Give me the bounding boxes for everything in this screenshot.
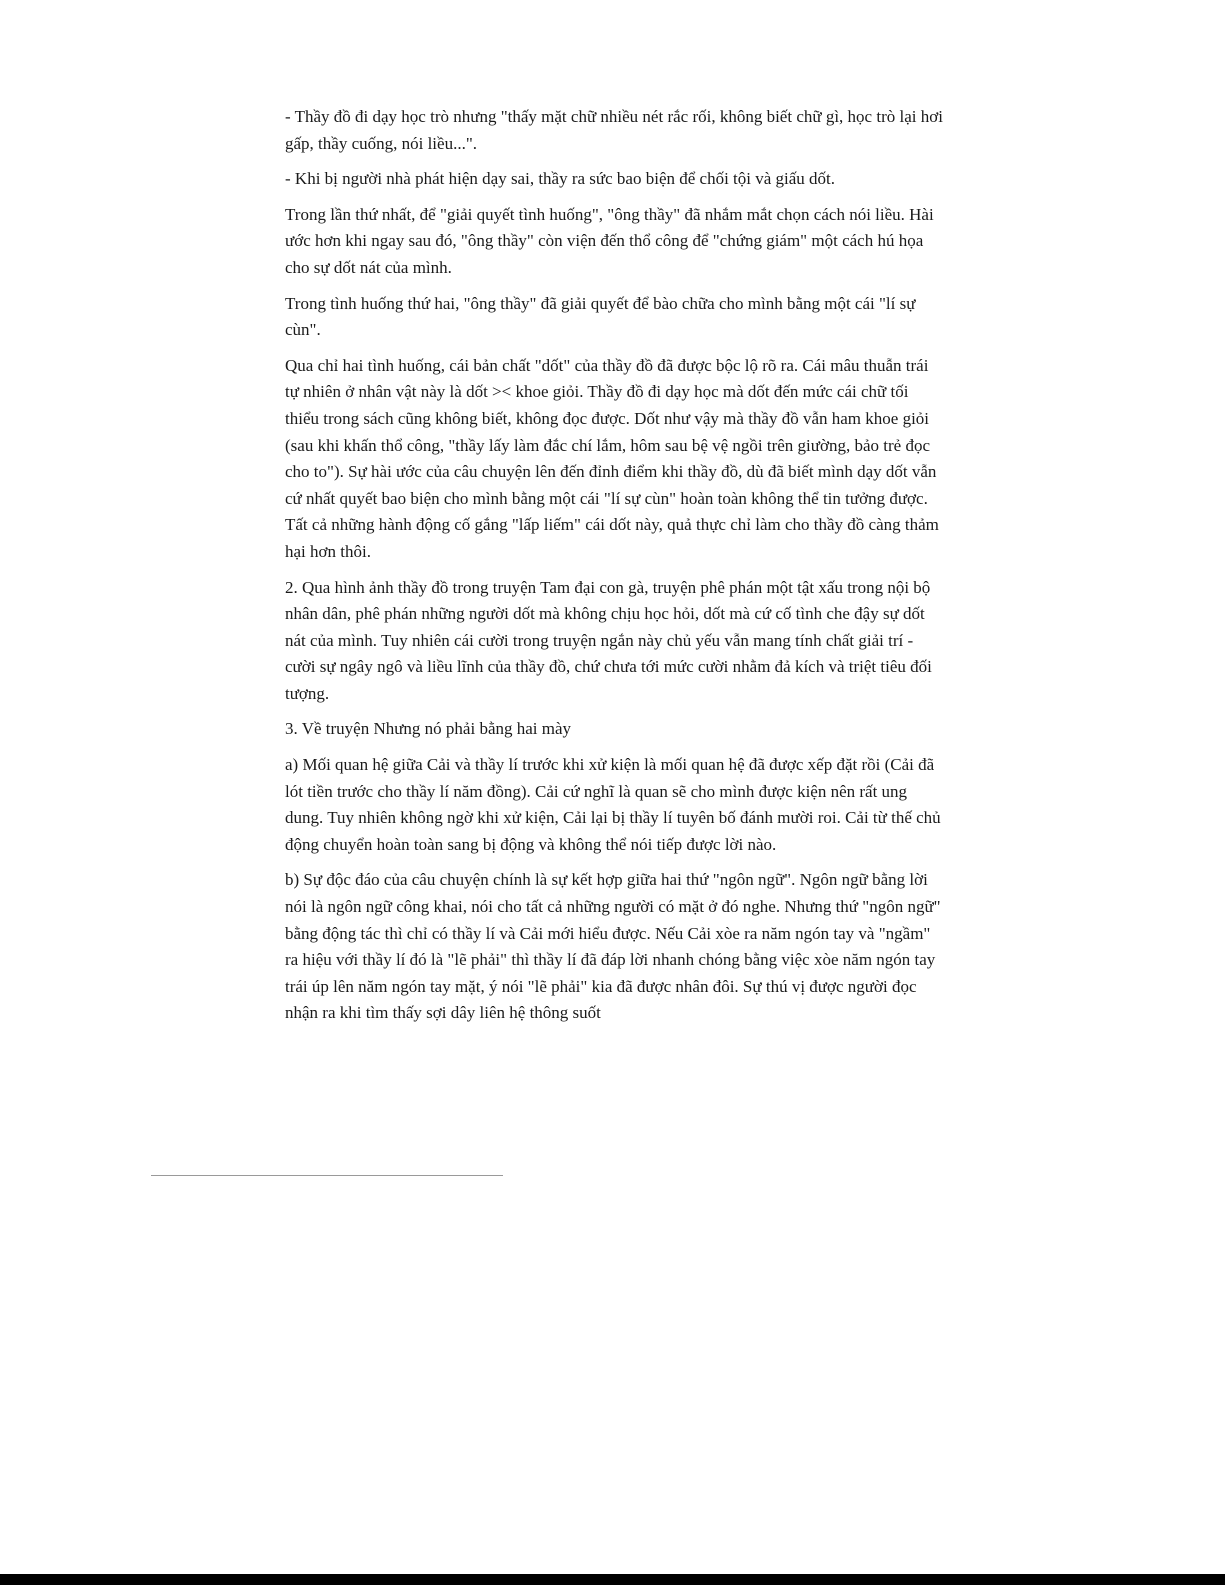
paragraph-nature-of-ignorance: Qua chỉ hai tình huống, cái bản chất "dốt" của thầy đồ đã được bộc lộ rõ ra. Cái mâu thuẫn trái tự nhiên ở nhân vật này là dốt >< khoe giỏi. Thầy đồ đi dạy học mà dốt đến mức cái chữ tối thiểu trong sách cũng không biết, không đọc được. Dốt như vậy mà thầy đồ vẫn ham khoe giỏi (sau khi khấn thổ công, "thầy lấy làm đắc chí lắm, hôm sau bệ vệ ngồi trên giường, bảo trẻ đọc cho to"). Sự hài ước của câu chuyện lên đến đỉnh điểm khi thầy đồ, dù đã biết mình dạy dốt vẫn cứ nhất quyết bao biện cho mình bằng một cái "lí sự cùn" hoàn toàn không thể tin tưởng được. Tất cả những hành động cố gắng "lấp liếm" cái dốt này, quả thực chỉ làm cho thầy đồ càng thảm hại hơn thôi.: [285, 355, 939, 561]
paragraph-teacher-situation: - Thầy đồ đi dạy học trò nhưng "thấy mặt chữ nhiều nét rắc rối, không biết chữ gì, học trò lại hơi gấp, thầy cuống, nói liều...".: [285, 107, 943, 153]
paragraph-caught-teaching-wrong: - Khi bị người nhà phát hiện dạy sai, thầy ra sức bao biện để chối tội và giấu dốt.: [285, 169, 836, 189]
paragraph-second-situation: Trong tình huống thứ hai, "ông thầy" đã giải quyết để bào chữa cho mình bằng một cái "lí sự cùn".: [285, 293, 916, 340]
paragraph-point-2: 2. Qua hình ảnh thầy đồ trong truyện Tam đại con gà, truyện phê phán một tật xấu trong nội bộ nhân dân, phê phán những người dốt mà không chịu học hỏi, dốt mà cứ cố tình che đậy sự dốt nát của mình. Tuy nhiên cái cười trong truyện ngắn này chủ yếu vẫn mang tính chất giải trí - cười sự ngây ngô và liều lĩnh của thầy đồ, chứ chưa tới mức cười nhằm đả kích và triệt tiêu đối tượng.: [285, 577, 932, 703]
document-body: [285, 104, 945, 1036]
paragraph-point-3-heading: 3. Về truyện Nhưng nó phải bằng hai mày: [285, 719, 572, 739]
footnote-divider: [151, 1175, 503, 1176]
paragraph-point-3b: b) Sự độc đáo của câu chuyện chính là sự kết hợp giữa hai thứ "ngôn ngữ". Ngôn ngữ bằng lời nói là ngôn ngữ công khai, nói cho tất cả những người có mặt ở đó nghe. Nhưng thứ "ngôn ngữ" bằng động tác thì chỉ có thầy lí và Cải mới hiểu được. Nếu Cải xòe ra năm ngón tay và "ngầm" ra hiệu với thầy lí đó là "lẽ phải" thì thầy lí đã đáp lời nhanh chóng bằng việc xòe năm ngón tay trái úp lên năm ngón tay mặt, ý nói "lẽ phải" kia đã được nhân đôi. Sự thú vị được người đọc nhận ra khi tìm thấy sợi dây liên hệ thông suốt: [285, 870, 941, 1023]
page-bottom-edge: [0, 1574, 1225, 1585]
paragraph-first-situation: Trong lần thứ nhất, để "giải quyết tình huống", "ông thầy" đã nhắm mắt chọn cách nói liều. Hài ước hơn khi ngay sau đó, "ông thầy" còn viện đến thổ công để "chứng giám" một cách hú họa cho sự dốt nát của mình.: [285, 204, 934, 277]
paragraph-point-3a: a) Mối quan hệ giữa Cải và thầy lí trước khi xử kiện là mối quan hệ đã được xếp đặt rồi (Cải đã lót tiền trước cho thầy lí năm đồng). Cải cứ nghĩ là quan sẽ cho mình được kiện nên rất ung dung. Tuy nhiên không ngờ khi xử kiện, Cải lại bị thầy lí tuyên bố đánh mười roi. Cải từ thế chủ động chuyển hoàn toàn sang bị động và không thể nói tiếp được lời nào.: [285, 755, 941, 854]
